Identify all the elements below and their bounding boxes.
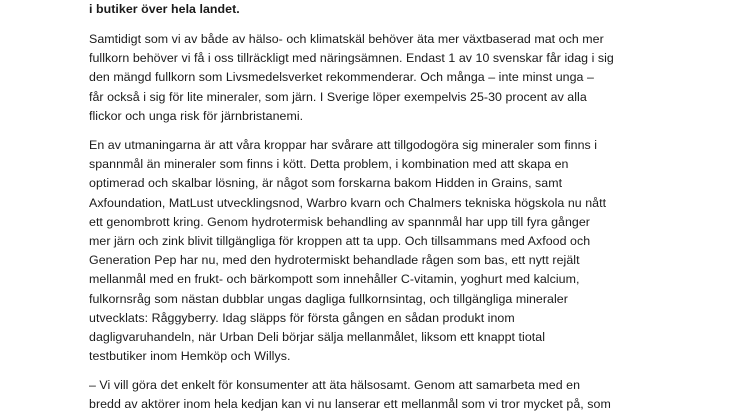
text-line: flickor och unga risk för järnbristanemi. (89, 108, 304, 123)
text-line: Generation Pep har nu, med den hydrotermiskt behandlade rågen som bas, ett nytt rejält (89, 253, 580, 268)
text-line: bredd av aktörer inom hela kedjan kan vi nu lanserar ett mellanmål som vi tror mycket på, som (89, 397, 611, 412)
text-line: optimerad och skalbar lösning, är något som forskarna bakom Hidden in Grains, samt (89, 176, 563, 191)
text-line: fullkorn behöver vi få i oss tillräckligt med näringsämnen. Endast 1 av 10 svenskar får idag i sig (89, 51, 614, 66)
text-line: spannmål än mineraler som finns i kött. Detta problem, i kombination med att skapa en (89, 157, 569, 172)
text-line: i butiker över hela landet. (89, 2, 240, 16)
paragraph-quote (89, 376, 611, 414)
text-line: Samtidigt som vi av både av hälso- och klimatskäl behöver äta mer växtbaserad mat och mer (89, 32, 604, 46)
text-line: mer järn och zink blivit tillgängliga för kroppen att ta upp. Och tillsammans med Axfood och (89, 234, 591, 249)
text-line: dagligvaruhandeln, när Urban Deli börjar sälja mellanmålet, liksom ett knappt tiotal (89, 330, 546, 345)
text-line: ett genombrott kring. Genom hydrotermisk behandling av spannmål har upp till fyra gånger (89, 214, 590, 229)
text-line: mellanmål med en frukt- och bärkompott som innehåller C-vitamin, yoghurt med kalcium, (89, 272, 580, 287)
text-line: testbutiker inom Hemköp och Willys. (89, 349, 291, 364)
text-line: den mängd fullkorn som Livsmedelsverket rekommenderar. Och många – inte minst unga – (89, 70, 594, 85)
text-line: utvecklats: Råggyberry. Idag släpps för första gången en sådan produkt inom (89, 310, 515, 325)
paragraph-research-breakthrough (89, 136, 606, 366)
text-line: En av utmaningarna är att våra kroppar har svårare att tillgodogöra sig mineraler som finns i (89, 138, 598, 152)
paragraph-health-context (89, 30, 614, 126)
text-line: Axfoundation, MatLust utvecklingsnod, Warbro kvarn och Chalmers tekniska högskola nu nått (89, 195, 607, 210)
text-line: fulkornsråg som nästan dubblar ungas dagliga fullkornsintag, och tillgängliga mineraler (89, 291, 568, 306)
text-line: – Vi vill göra det enkelt för konsumenter att äta hälsosamt. Genom att samarbeta med en (89, 378, 581, 392)
paragraph-intro-tail (89, 0, 240, 19)
text-line: får också i sig för lite mineraler, som järn. I Sverige löper exempelvis 25-30 procent av alla (89, 89, 587, 104)
